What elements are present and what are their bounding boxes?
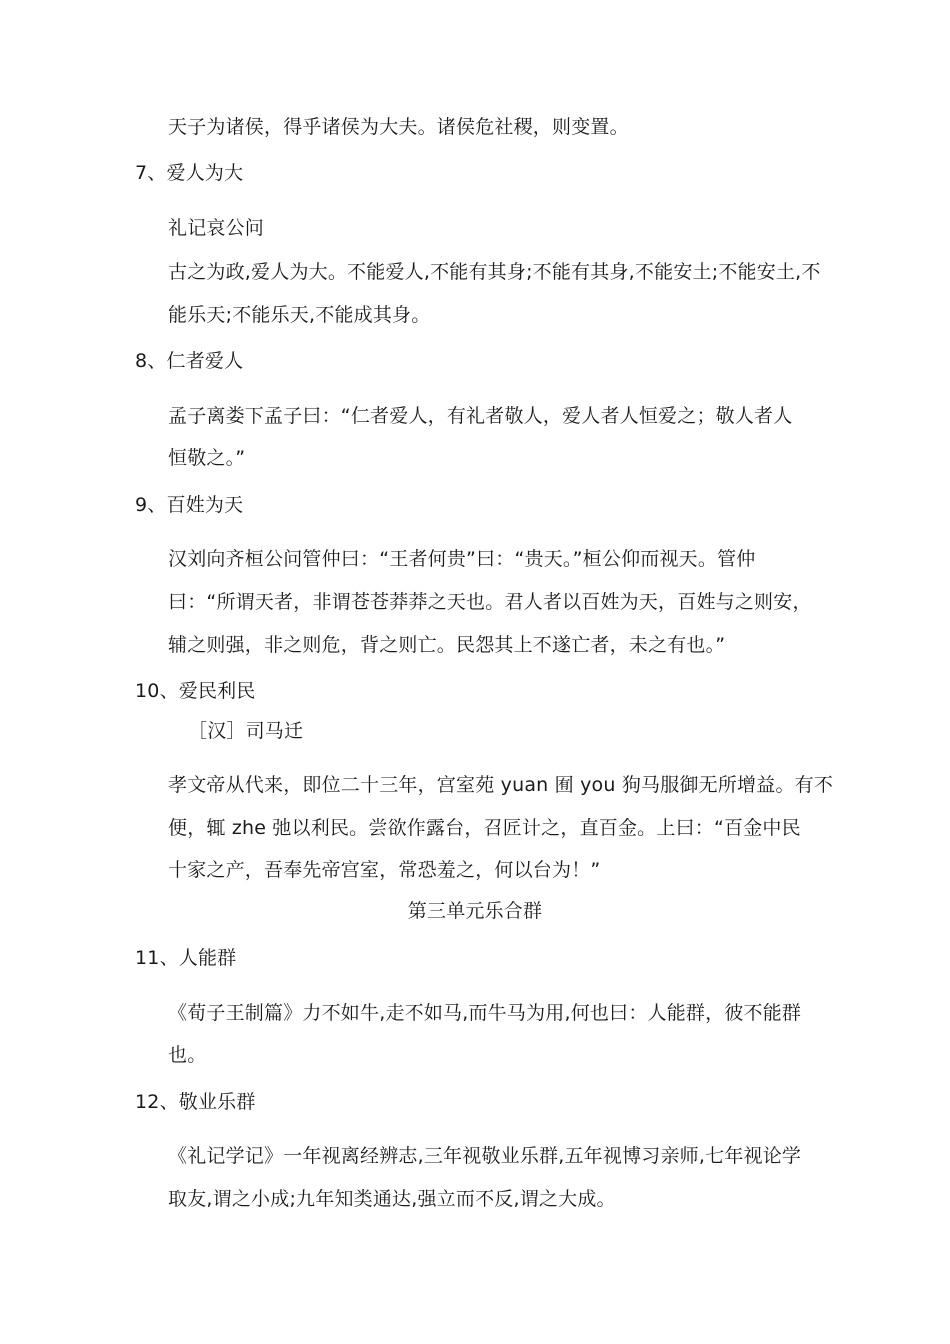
paragraph-line: 也。 (168, 1044, 207, 1066)
section-heading-9: 9、百姓为天 (135, 494, 244, 516)
section-heading-8: 8、仁者爱人 (135, 350, 244, 372)
paragraph-line: 辅之则强，非之则危，背之则亡。民怨其上不遂亡者，未之有也。” (168, 634, 726, 656)
paragraph-line: 十家之产，吾奉先帝宫室，常恐羞之，何以台为！” (168, 859, 601, 881)
paragraph-line: 恒敬之。” (168, 447, 246, 469)
unit-title: 第三单元乐合群 (407, 900, 543, 922)
paragraph-line: 《礼记学记》一年视离经辨志,三年视敬业乐群,五年视博习亲师,七年视论学 (168, 1145, 802, 1167)
section-heading-10: 10、爱民利民 (135, 680, 256, 702)
paragraph-line: 孝文帝从代来，即位二十三年，宫室苑 yuan 囿 you 狗马服御无所增益。有不 (168, 774, 834, 796)
paragraph-line: 天子为诸侯，得乎诸侯为大夫。诸侯危社稷，则变置。 (168, 116, 629, 138)
paragraph-line: 古之为政,爱人为大。不能爱人,不能有其身;不能有其身,不能安土;不能安土,不 (168, 261, 821, 283)
section-heading-7: 7、爱人为大 (135, 162, 244, 184)
paragraph-line: 能乐天;不能乐天,不能成其身。 (168, 304, 431, 326)
paragraph-line: 孟子离娄下孟子曰：“仁者爱人，有礼者敬人，爱人者人恒爱之；敬人者人 (168, 405, 793, 427)
section-heading-12: 12、敬业乐群 (135, 1091, 256, 1113)
paragraph-line: 《荀子王制篇》力不如牛,走不如马,而牛马为用,何也曰：人能群，彼不能群 (168, 1002, 802, 1024)
author-line: ［汉］司马迁 (188, 720, 304, 742)
paragraph-line: 取友,谓之小成;九年知类通达,强立而不反,谓之大成。 (168, 1188, 616, 1210)
paragraph-line: 汉刘向齐桓公问管仲曰：“王者何贵”曰：“贵天。”桓公仰而视天。管仲 (168, 548, 756, 570)
section-heading-11: 11、人能群 (135, 947, 237, 969)
source-line: 礼记哀公问 (168, 217, 265, 239)
paragraph-line: 曰：“所谓天者，非谓苍苍莽莽之天也。君人者以百姓为天，百姓与之则安， (168, 591, 812, 613)
paragraph-line: 便，辄 zhe 弛以利民。尝欲作露台，召匠计之，直百金。上曰：“百金中民 (168, 817, 801, 839)
